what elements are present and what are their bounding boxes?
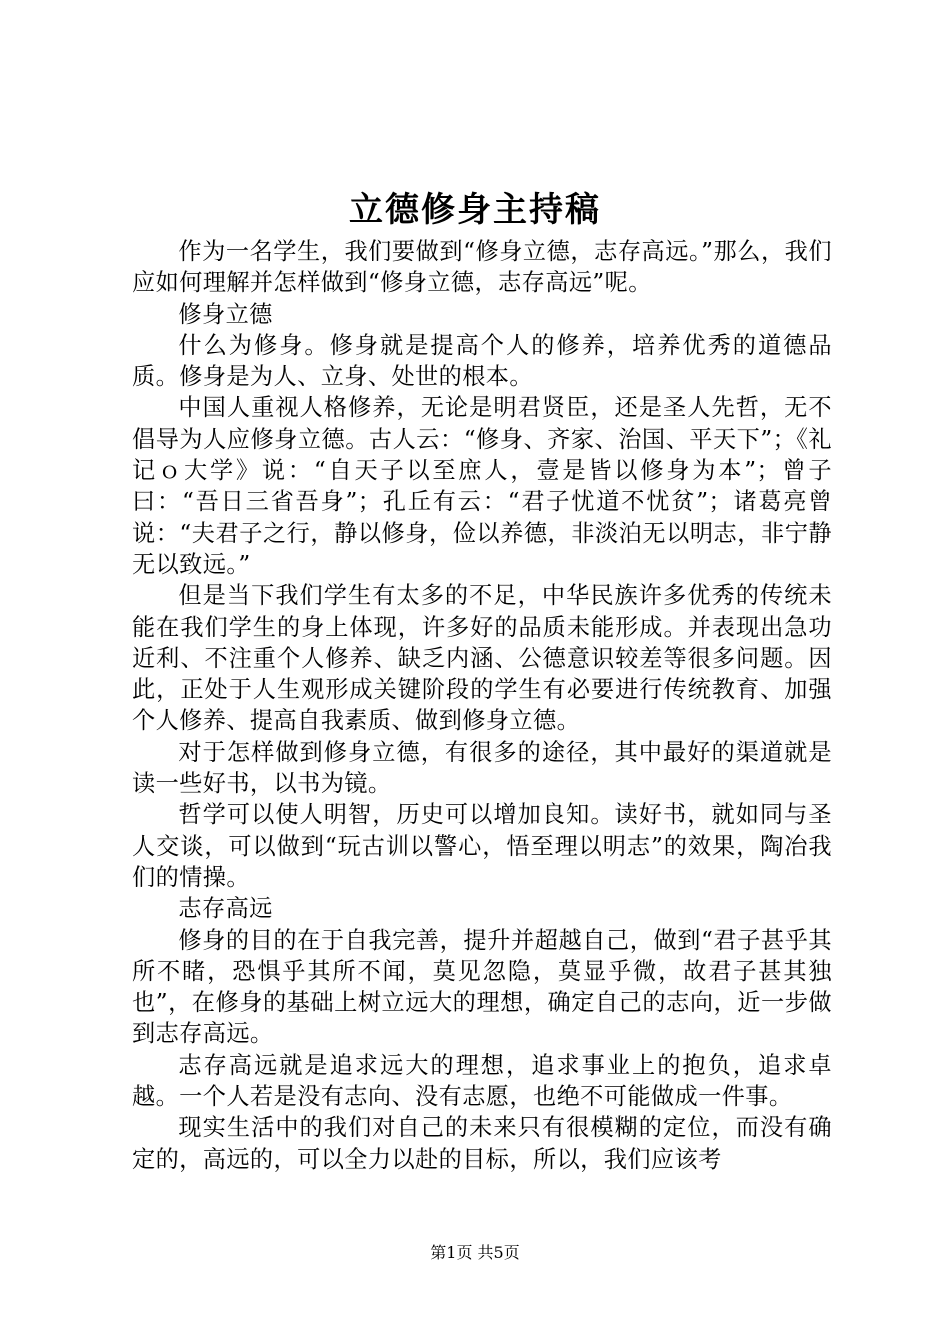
paragraph: 对于怎样做到修身立德，有很多的途径，其中最好的渠道就是读一些好书，以书为镜。 bbox=[132, 738, 832, 798]
section-heading-zhicun-gaoyuan: 志存高远 bbox=[178, 895, 273, 923]
page-number-footer: 第1页 共5页 bbox=[430, 1243, 520, 1262]
document-body bbox=[132, 236, 832, 1175]
paragraph: 现实生活中的我们对自己的未来只有很模糊的定位，而没有确定的，高远的，可以全力以赴的目标，所以，我们应该考 bbox=[132, 1114, 832, 1173]
paragraph: 修身的目的在于自我完善，提升并超越自己，做到“君子甚乎其所不睹，恐惧乎其所不闻，莫见忽隐，莫显乎微，故君子甚其独也”，在修身的基础上树立远大的理想，确定自己的志向，近一步做到志存高远。 bbox=[132, 926, 832, 1048]
paragraph: 中国人重视人格修养，无论是明君贤臣，还是圣人先哲，无不倡导为人应修身立德。古人云：“修身、齐家、治国、平天下”；《礼记ｏ大学》说：“自天子以至庶人，壹是皆以修身为本”；曾子曰：“吾日三省吾身”；孔丘有云：“君子忧道不忧贫”；诸葛亮曾说：“夫君子之行，静以修身，俭以养德，非淡泊无以明志，非宁静无以致远。” bbox=[132, 394, 832, 578]
paragraph: 志存高远就是追求远大的理想，追求事业上的抱负，追求卓越。一个人若是没有志向、没有志愿，也绝不可能做成一件事。 bbox=[132, 1051, 832, 1111]
paragraph: 什么为修身。修身就是提高个人的修养，培养优秀的道德品质。修身是为人、立身、处世的根本。 bbox=[132, 331, 832, 391]
section-heading-xiushen-lide: 修身立德 bbox=[178, 300, 273, 328]
document-title: 立德修身主持稿 bbox=[349, 190, 601, 230]
paragraph-intro: 作为一名学生，我们要做到“修身立德，志存高远。”那么，我们应如何理解并怎样做到“修身立德，志存高远”呢。 bbox=[132, 238, 832, 297]
paragraph: 但是当下我们学生有太多的不足，中华民族许多优秀的传统未能在我们学生的身上体现，许多好的品质未能形成。并表现出急功近利、不注重个人修养、缺乏内涵、公德意识较差等很多问题。因此，正处于人生观形成关键阶段的学生有必要进行传统教育、加强个人修养、提高自我素质、做到修身立德。 bbox=[132, 582, 832, 735]
paragraph: 哲学可以使人明智，历史可以增加良知。读好书，就如同与圣人交谈，可以做到“玩古训以警心，悟至理以明志”的效果，陶冶我们的情操。 bbox=[132, 801, 832, 891]
